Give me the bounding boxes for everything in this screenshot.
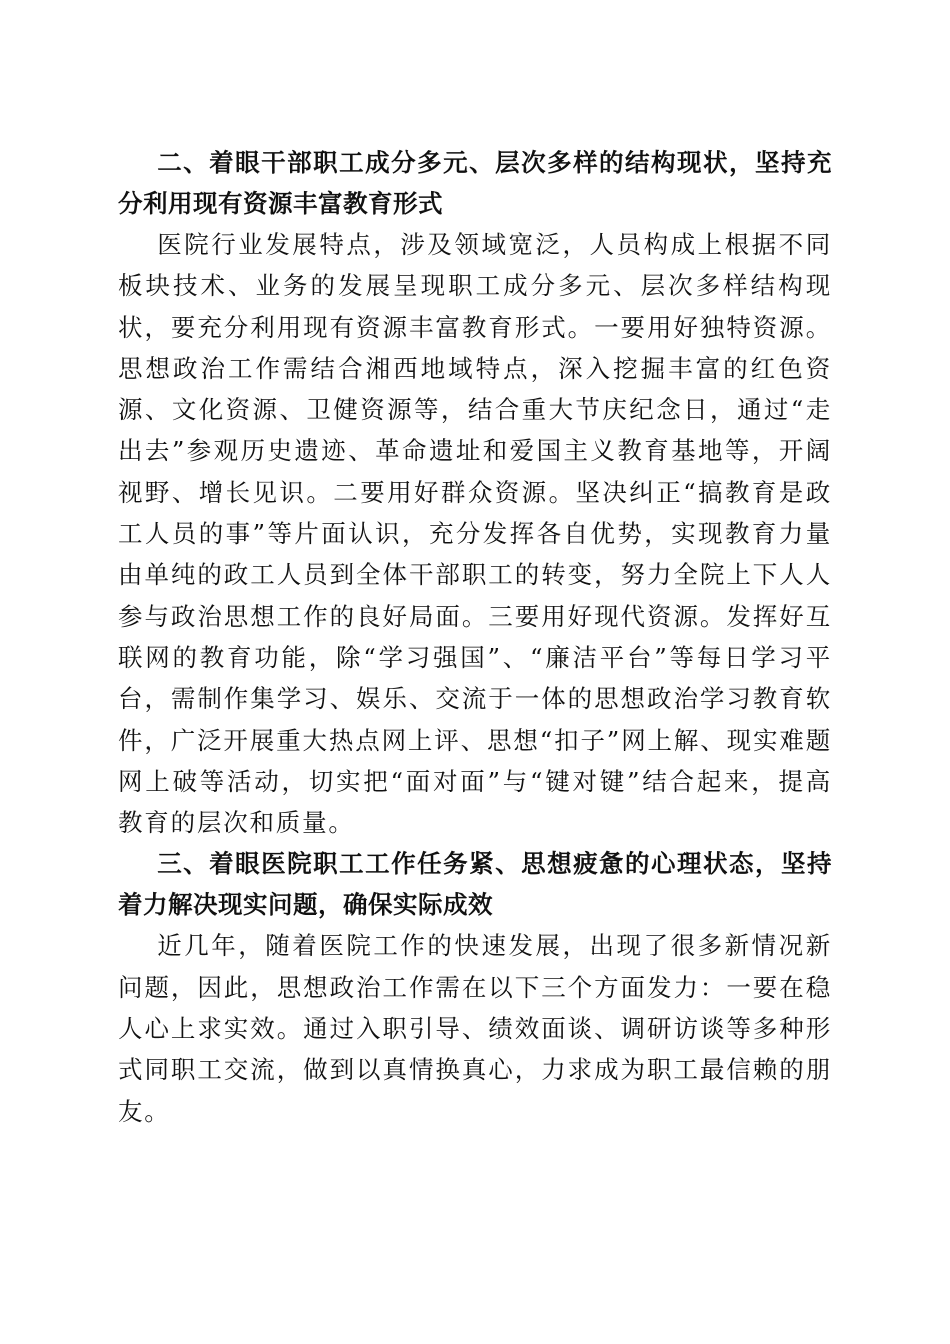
document-body <box>118 142 832 1132</box>
section-heading-3: 三、着眼医院职工工作任务紧、思想疲惫的心理状态，坚持着力解决现实问题，确保实际成效 <box>118 849 832 920</box>
section-paragraph-2: 医院行业发展特点，涉及领域宽泛，人员构成上根据不同板块技术、业务的发展呈现职工成分多元、层次多样结构现状，要充分利用现有资源丰富教育形式。一要用好独特资源。思想政治工作需结合湘西地域特点，深入挖掘丰富的红色资源、文化资源、卫健资源等，结合重大节庆纪念日，通过“走出去”参观历史遗迹、革命遗址和爱国主义教育基地等，开阔视野、增长见识。二要用好群众资源。坚决纠正“搞教育是政工人员的事”等片面认识，充分发挥各自优势，实现教育力量由单纯的政工人员到全体干部职工的转变，努力全院上下人人参与政治思想工作的良好局面。三要用好现代资源。发挥好互联网的教育功能，除“学习强国”、“廉洁平台”等每日学习平台，需制作集学习、娱乐、交流于一体的思想政治学习教育软件，广泛开展重大热点网上评、思想“扣子”网上解、现实难题网上破等活动，切实把“面对面”与“键对键”结合起来，提高教育的层次和质量。 <box>118 230 832 838</box>
section-paragraph-3: 近几年，随着医院工作的快速发展，出现了很多新情况新问题，因此，思想政治工作需在以下三个方面发力：一要在稳人心上求实效。通过入职引导、绩效面谈、调研访谈等多种形式同职工交流，做到以真情换真心，力求成为职工最信赖的朋友。 <box>118 931 832 1126</box>
section-heading-2: 二、着眼干部职工成分多元、层次多样的结构现状，坚持充分利用现有资源丰富教育形式 <box>118 148 832 218</box>
